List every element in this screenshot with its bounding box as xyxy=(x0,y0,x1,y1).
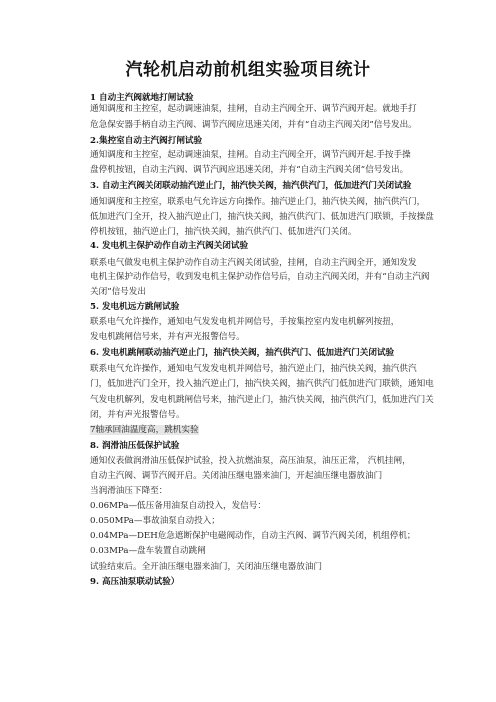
section-heading: 4. 发电机主保护动作自动主汽阀关闭试验 xyxy=(90,241,249,251)
paragraph-line: 自动主汽阀、调节汽阀开启。关闭油压继电器来油门，开起油压继电器放油门 xyxy=(90,471,383,481)
paragraph-line: 发电机跳闸信号来，并有声光报警信号。 xyxy=(90,332,245,342)
paragraph-line: 0.06MPa—低压备用油泵自动投入，发信号： xyxy=(90,501,266,511)
paragraph-line: 试验结束后。全开油压继电器来油门，关闭油压继电器放油门 xyxy=(90,562,323,572)
paragraph-line: 联系电气做发电机主保护动作自动主汽阀关闭试验，挂闸，自动主汽阀全开，通知发发 xyxy=(90,258,417,268)
document-title: 汽轮机启动前机组实验项目统计 xyxy=(125,60,371,80)
section-heading: 2.集控室自动主汽阀打闸试验 xyxy=(90,136,203,146)
section-heading: 1 自动主汽阀就地打闸试验 xyxy=(90,93,194,103)
paragraph-line: 电机主保护动作信号，收到发电机主保护动作信号后，自动主汽阀关闭，并有“自动主汽阀 xyxy=(90,272,430,282)
highlighted-text: 7轴承回油温度高，跳机实验 xyxy=(90,425,199,435)
paragraph-line: 通知仪表做润滑油压低保护试验，投入抗燃油泵，高压油泵，油压正常， 汽机挂闸， xyxy=(90,456,411,466)
section-heading: 6. 发电机跳闸联动抽汽逆止门，抽汽快关阀，抽汽供汽门、低加进汽门关闭试验 xyxy=(90,348,395,358)
paragraph-line: 低加进汽门全开，投入抽汽逆止门，抽汽快关阀，抽汽供汽门、低加进汽门联锁，手按操盘 xyxy=(90,212,434,222)
paragraph-line: 联系电气允许操作，通知电气发发电机并网信号，抽汽逆止门，抽汽快关阀，抽汽供汽 xyxy=(90,364,417,374)
paragraph-line: 气发电机解列，发电机跳闸信号来，抽汽逆止门，抽汽快关阀，抽汽供汽门，低加进汽门关 xyxy=(90,395,434,405)
paragraph-line: 停机按钮，抽汽逆止门，抽汽快关阀，抽汽供汽门、低加进汽门关闭。 xyxy=(90,227,357,237)
paragraph-line: 0.050MPa—事故油泵自动投入； xyxy=(90,516,220,526)
paragraph-line: 通知调度和主控室，起动调速油泵，挂闸，自动主汽阀全开、调节汽阀开起。就地手打 xyxy=(90,104,417,114)
paragraph-line: 联系电气允许操作，通知电气发发电机并网信号，手按集控室内发电机解列按扭， xyxy=(90,317,400,327)
paragraph-line: 关闭”信号发出 xyxy=(90,287,146,297)
paragraph-line: 通知调度和主控室，起动调速油泵，挂闸。自动主汽阀全开，调节汽阀开起.手按手操 xyxy=(90,150,411,160)
paragraph-line: 闭，并有声光报警信号。 xyxy=(90,410,185,420)
paragraph-line: 0.03MPa—盘车装置自动跳闸 xyxy=(90,546,206,556)
paragraph-line: 危急保安器手柄自动主汽阀、调节汽阀应迅速关闭，并有“自动主汽阀关闭”信号发出。 xyxy=(90,120,417,130)
paragraph-line: 0.04MPa—DEH危急遮断保护电磁阀动作，自动主汽阀、调节汽阀关闭，机组停机； xyxy=(90,531,416,541)
section-heading: 5. 发电机远方跳闸试验 xyxy=(90,302,180,312)
paragraph-line: 盘停机按钮，自动主汽阀、调节汽阀应迅速关闭，并有“自动主汽阀关闭”信号发出。 xyxy=(90,165,409,175)
paragraph-line: 门，低加进汽门全开，投入抽汽逆止门，抽汽快关阀，抽汽供汽门低加进汽门联锁，通知电 xyxy=(90,379,434,389)
section-heading: 3. 自动主汽阀关闭联动抽汽逆止门，抽汽快关阀，抽汽供汽门，低加进汽门关闭试验 xyxy=(90,181,412,191)
paragraph-line: 当润滑油压下降至： xyxy=(90,486,168,496)
section-heading: 8. 润滑油压低保护试验 xyxy=(90,441,180,451)
paragraph-line xyxy=(90,425,199,436)
section-heading: 9. 高压油泵联动试验） xyxy=(90,577,180,587)
paragraph-line: 通知调度和主控室，联系电气允许远方向操作。抽汽逆止门，抽汽快关阀，抽汽供汽门， xyxy=(90,197,426,207)
